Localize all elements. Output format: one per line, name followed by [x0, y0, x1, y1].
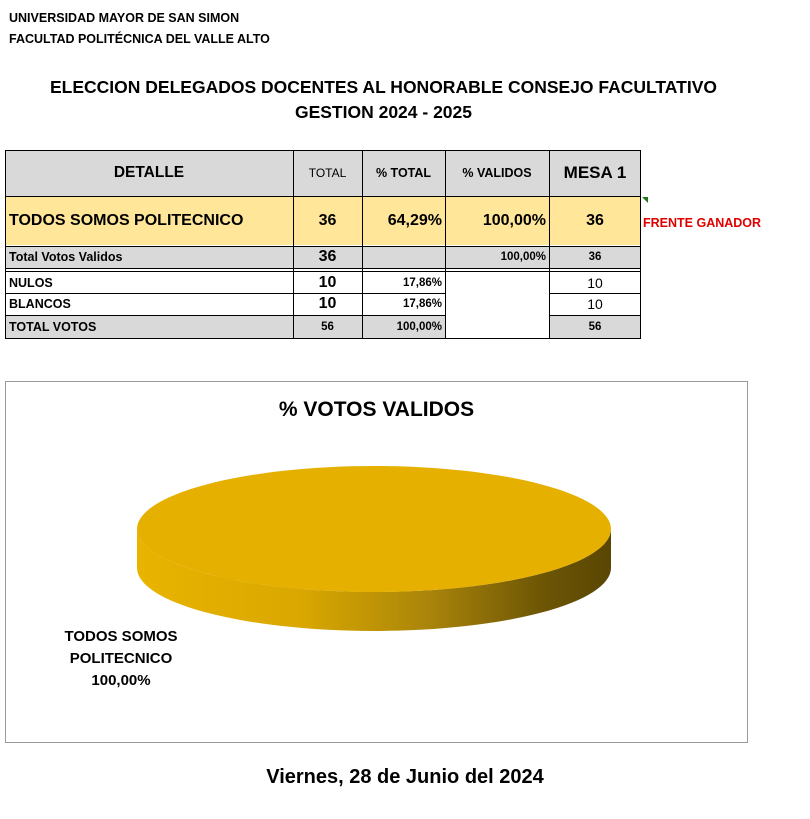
election-title: ELECCION DELEGADOS DOCENTES AL HONORABLE CONSEJO FACULTATIVO [50, 77, 717, 97]
validos-pct-total-empty [362, 246, 445, 268]
results-table [5, 150, 641, 339]
grid-line [549, 150, 550, 339]
nulos-mesa: 10 [587, 274, 603, 291]
grid-line [5, 196, 641, 197]
grid-line [549, 293, 641, 294]
validos-mesa: 36 [549, 246, 641, 268]
grid-line [640, 150, 641, 339]
university-name: UNIVERSIDAD MAYOR DE SAN SIMON [9, 11, 240, 25]
comment-marker-icon [642, 197, 648, 203]
grid-line [5, 315, 445, 316]
winner-note: FRENTE GANADOR [643, 216, 762, 230]
grid-line [445, 150, 446, 339]
grid-line [5, 246, 641, 247]
blancos-total: 10 [318, 295, 337, 312]
report-date: Viernes, 28 de Junio del 2024 [266, 766, 544, 788]
validos-pct-validos: 100,00% [445, 246, 549, 268]
validos-total: 36 [293, 246, 362, 268]
winner-total: 36 [293, 196, 362, 246]
winner-name: TODOS SOMOS POLITECNICO [5, 196, 293, 246]
chart-title: % VOTOS VALIDOS [278, 398, 475, 421]
total-votos-total: 56 [293, 316, 362, 338]
header-total: TOTAL [293, 150, 362, 196]
slice-label [36, 626, 206, 692]
grid-line [293, 150, 294, 339]
header-detalle: DETALLE [5, 150, 293, 196]
election-period: GESTION 2024 - 2025 [294, 102, 473, 122]
nulos-label: NULOS [9, 275, 53, 290]
grid-line [5, 271, 641, 272]
grid-line [5, 338, 641, 339]
slice-label-line1: TODOS SOMOS [64, 628, 178, 645]
grid-line [549, 315, 641, 316]
pie-chart [5, 381, 748, 743]
blancos-label: BLANCOS [9, 297, 71, 311]
slice-label-line2: POLITECNICO [69, 650, 173, 667]
grid-line [5, 293, 445, 294]
winner-pct-total: 64,29% [362, 196, 445, 246]
grid-line [362, 150, 363, 339]
grid-line [5, 150, 641, 151]
grid-line [5, 150, 6, 339]
validos-label: Total Votos Validos [5, 246, 293, 268]
total-votos-label: TOTAL VOTOS [5, 316, 293, 338]
total-votos-pct-total: 100,00% [362, 316, 445, 338]
slice-value-label: 100,00% [91, 672, 151, 689]
nulos-total: 10 [318, 273, 337, 291]
grid-line [5, 268, 641, 269]
winner-pct-validos: 100,00% [445, 196, 549, 246]
total-votos-mesa: 56 [549, 316, 641, 338]
header-mesa: MESA 1 [549, 150, 641, 196]
nulos-pct-total: 17,86% [402, 276, 442, 289]
blancos-pct-total: 17,86% [402, 298, 442, 310]
faculty-name: FACULTAD POLITÉCNICA DEL VALLE ALTO [9, 32, 270, 46]
winner-mesa: 36 [549, 196, 641, 246]
pie-slice [137, 466, 611, 592]
header-pct-validos: % VALIDOS [445, 150, 549, 196]
header-pct-total: % TOTAL [362, 150, 445, 196]
blancos-mesa: 10 [587, 296, 603, 312]
